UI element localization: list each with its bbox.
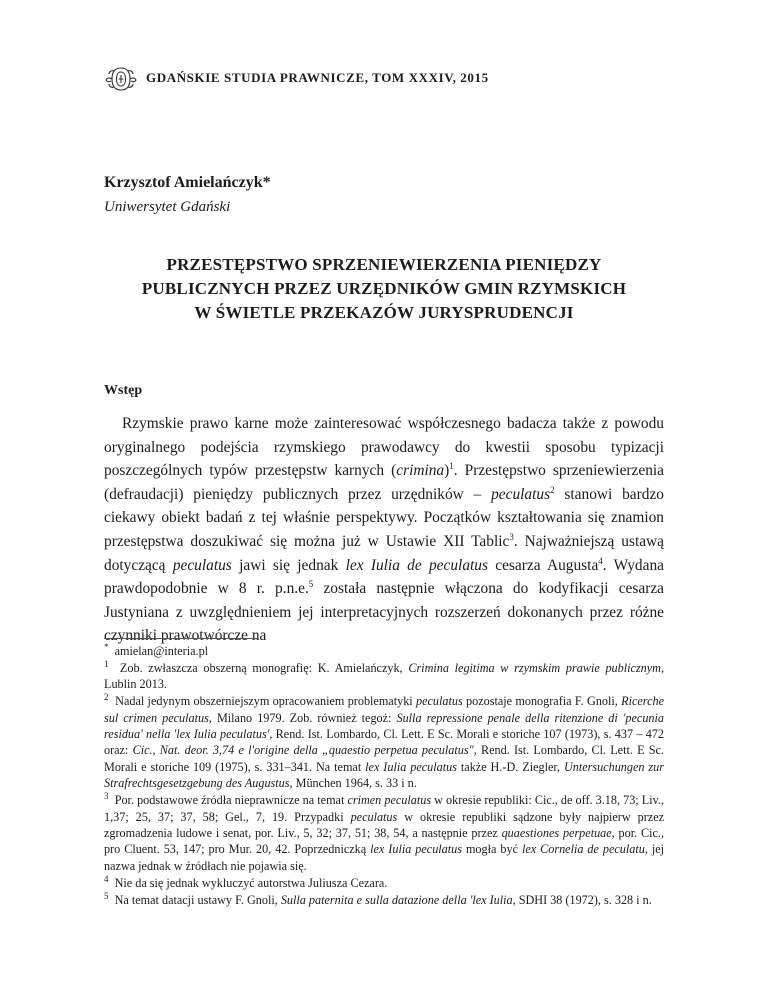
footnote	[104, 792, 664, 874]
italic-term: Untersuchungen zur Strafrechtsgesetzgebung des Augustus	[104, 759, 665, 791]
footnotes	[104, 643, 664, 909]
footnote-ref[interactable]: 5	[308, 579, 314, 590]
italic-term: Cic., Nat. deor. 3,74 e l'origine della „quaestio perpetua peculatus"	[132, 743, 474, 758]
footnote-text: Nadal jedynym obszerniejszym opracowaniem problematyki	[115, 694, 416, 709]
footnote-ref[interactable]: 4	[598, 555, 603, 566]
footnote-text: , Rend. Ist. Lombardo, Cl. Lett. E Sc. Morali e storiche 109 (1975), s. 331–341. Na temat	[104, 743, 664, 774]
title-line: PRZESTĘPSTWO SPRZENIEWIERZENIA PIENIĘDZY	[166, 255, 602, 274]
body-text	[104, 412, 664, 648]
italic-term: peculatus	[350, 809, 398, 824]
italic-term: Sulla paternita e sulla datazione della 'lex Iulia	[280, 892, 513, 907]
italic-term: crimen peculatus	[347, 793, 432, 808]
footnote-text: mogła być	[462, 842, 522, 857]
text-run: . Najważniejszą ustawą dotyczącą	[104, 532, 664, 574]
footnote-text: , jej nazwa jednak w źródłach nie pojawia się.	[104, 842, 665, 873]
title-line: W ŚWIETLE PRZEKAZÓW JURYSPRUDENCJI	[194, 303, 574, 322]
footnote	[104, 693, 664, 791]
footnote	[104, 892, 664, 908]
italic-term: peculatus	[172, 556, 232, 574]
paragraph	[104, 412, 664, 648]
footnote-text: Zob. zwłaszcza obszerną monografię: K. Amielańczyk,	[119, 660, 409, 675]
text-run: została następnie włączona do kodyfikacji cesarza Justyniana z uwzględnieniem jej interpretacyjnych rozszerzeń dokonanych przez różne czynniki prawotwórcze na	[104, 580, 664, 645]
journal-title: GDAŃSKIE STUDIA PRAWNICZE, TOM XXXIV, 2015	[146, 70, 489, 85]
italic-term: lex Iulia peculatus	[370, 842, 462, 857]
footnote-text: , por. Cic., pro Cluent. 53, 147; pro Mur. 20, 42. Poprzedniczką	[104, 825, 664, 857]
footnote-text: pozostaje monografia F. Gnoli,	[462, 694, 622, 709]
italic-term: quaestiones perpetuae	[501, 825, 612, 840]
author-name: Krzysztof Amielańczyk*	[104, 174, 271, 191]
footnote-text: , Rend. Ist. Lombardo, Cl. Lett. E Sc. Morali e storiche 107 (1973), s. 437 – 472 oraz:	[104, 727, 664, 758]
italic-term: lex Iulia peculatus	[365, 759, 457, 774]
text-run: jawi się jednak	[231, 556, 346, 574]
footnote-ref[interactable]: 3	[509, 531, 514, 542]
italic-term: crimina	[396, 462, 445, 480]
running-header	[104, 66, 664, 92]
footnote-text: Nie da się jednak wykluczyć autorstwa Juliusza Cezara.	[114, 875, 388, 890]
text-run: )	[444, 462, 450, 480]
text-run: Rzymskie prawo karne może zainteresować współczesnego badacza także z powodu oryginalnego podejścia rzymskiego prawodawcy do kwestii sposobu typizacji poszczególnych typów przestępstw karnych (	[104, 415, 664, 480]
footnote-marker: 4	[104, 873, 109, 884]
ornamental-crest-icon	[104, 66, 138, 92]
footnote-text: w okresie republiki sądzone były najpierw przez zgromadzenia ludowe i senat, por. Liv., 5, 32; 37, 51; 38, 54, a następnie przez	[104, 809, 665, 840]
footnote-marker: 2	[104, 692, 109, 703]
footnote-text: Na temat datacji ustawy F. Gnoli,	[114, 892, 281, 907]
italic-term: Crimina legitima w rzymskim prawie publicznym	[408, 660, 661, 675]
footnote-text: w okresie republiki: Cic., de off. 3.18, 73; Liv., 1,37; 25, 37; 37, 58; Gel., 7, 19. Przypadki	[104, 793, 664, 824]
footnote	[104, 660, 664, 693]
footnote-text: Por. podstawowe źródła nieprawnicze na temat	[114, 793, 348, 808]
text-run: cesarza Augusta	[487, 556, 599, 574]
footnote-text: , Lublin 2013.	[104, 660, 665, 692]
text-run: stanowi bardzo ciekawy obiekt badań z tej właśnie perspektywy. Początków kształtowania się znamion przestępstwa doszukiwać się można już w Ustawie XII Tablic	[104, 485, 664, 550]
footnote-ref[interactable]: 1	[449, 461, 454, 472]
footnote-text: amielan@interia.pl	[114, 644, 209, 658]
section-heading: Wstęp	[104, 383, 143, 398]
article-title	[104, 253, 664, 325]
footnote	[104, 643, 664, 659]
footnote-text: , SDHI 38 (1972), s. 328 i n.	[512, 892, 652, 907]
italic-term: Sulla repressione penale della ritenzione di 'pecunia residua' nella 'lex Iulia peculatus'	[104, 710, 664, 742]
footnote	[104, 875, 664, 891]
text-run: . Wydana prawdopodobnie w 8 r. p.n.e.	[104, 556, 664, 598]
footnote-divider	[104, 638, 258, 639]
author-affiliation: Uniwersytet Gdański	[104, 199, 231, 215]
footnote-marker: 1	[104, 658, 109, 669]
italic-term: peculatus	[416, 694, 463, 709]
footnote-text: także H.-D. Ziegler,	[456, 759, 564, 774]
footnote-marker: *	[104, 641, 109, 652]
italic-term: lex Cornelia de peculatu	[521, 842, 645, 857]
footnote-marker: 5	[104, 890, 109, 901]
footnote-marker: 3	[104, 791, 109, 802]
footnote-text: , München 1964, s. 33 i n.	[289, 776, 417, 791]
title-line: PUBLICZNYCH PRZEZ URZĘDNIKÓW GMIN RZYMSKICH	[141, 279, 627, 298]
footnote-text: , Milano 1979. Zob. również tegoż:	[208, 710, 397, 725]
italic-term: Ricerche sul crimen peculatus	[104, 694, 665, 725]
text-run: . Przestępstwo sprzeniewierzenia (defraudacji) pieniędzy publicznych przez urzędników –	[104, 462, 664, 503]
italic-term: peculatus	[491, 485, 551, 503]
footnote-ref[interactable]: 2	[550, 484, 555, 495]
italic-term: lex Iulia de peculatus	[345, 556, 488, 574]
